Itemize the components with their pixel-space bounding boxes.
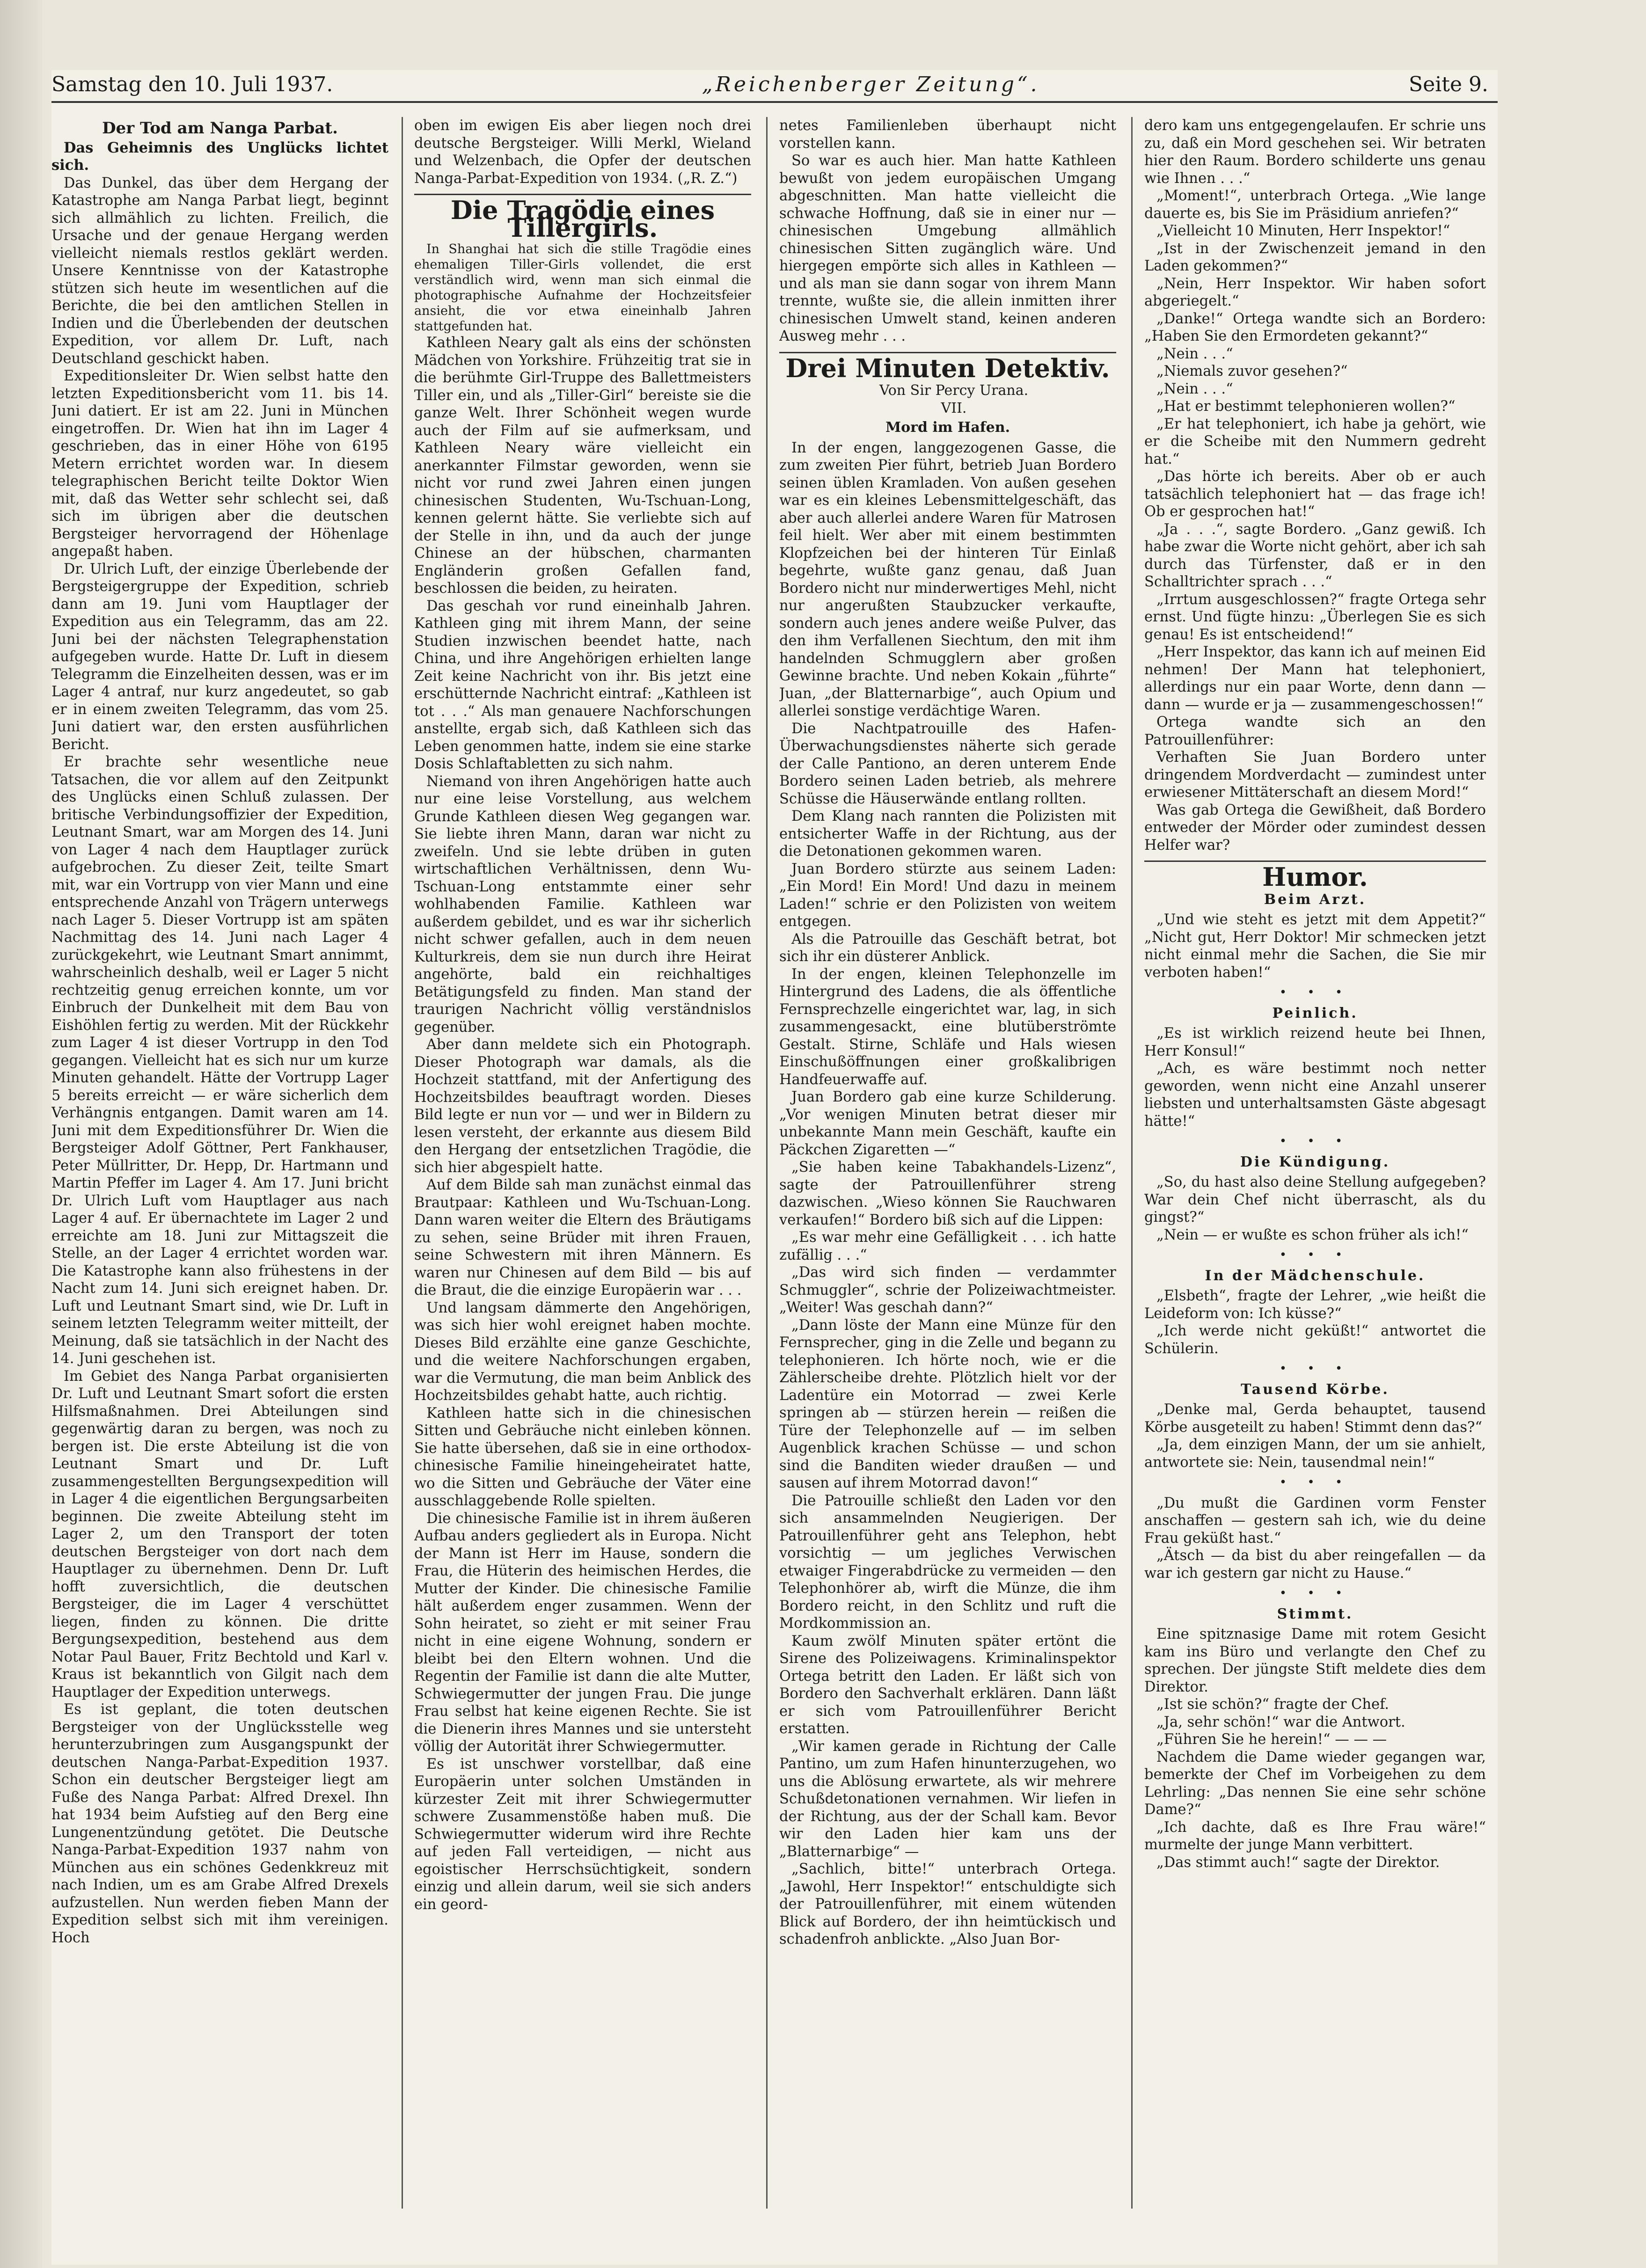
- header-page-number: Seite 9.: [1409, 73, 1488, 96]
- joke-heading: Tausend Körbe.: [1241, 1381, 1390, 1398]
- paragraph: „Das wird sich finden — verdammter Schmuggler“, schrie der Polizeiwachtmeister. „Weiter! Was geschah dann?“: [779, 1264, 1116, 1316]
- paragraph: So war es auch hier. Man hatte Kathleen bewußt von jedem europäischen Umgang abgeschnitten. Man hatte vielleicht die schwache Hoffnung, daß sie in einer nur — chinesischen Umgebung allmählich chinesischen Sitten zugänglich wäre. Und hiergegen empörte sich alles in Kathleen — und als man sie dann sogar von ihrem Mann trennte, wußte sie, die allein inmitten ihrer chinesischen Umwelt stand, keinen anderen Ausweg mehr . . .: [779, 153, 1116, 344]
- paragraph: netes Familienleben überhaupt nicht vorstellen kann.: [779, 117, 1116, 152]
- paragraph: „Ich werde nicht geküßt!“ antwortet die Schülerin.: [1144, 1323, 1486, 1357]
- separator-stars: • • •: [1279, 1248, 1351, 1262]
- paragraph: Das geschah vor rund eineinhalb Jahren. Kathleen ging mit ihrem Mann, der seine Studien inzwischen beendet hatte, nach China, und ihre Angehörigen erhielten lange Zeit keine Nachricht von ihr. Bis jetzt eine erschütternde Nachricht eintraf: „Kathleen ist tot . . .“ Als man genauere Nachforschungen anstellte, ergab sich, daß Kathleen sich das Leben genommen hatte, indem sie eine starke Dosis Schlaftabletten zu sich nahm.: [414, 598, 751, 772]
- paragraph: Im Gebiet des Nanga Parbat organisierten Dr. Luft und Leutnant Smart sofort die ersten Hilfsmaßnahmen. Drei Abteilungen sind gegenwärtig daran zu bergen, was noch zu bergen ist. Die erste Abteilung ist die von Leutnant Smart und Dr. Luft zusammengestellten Bergungsexpedition will in Lager 4 die eigentlichen Bergungsarbeiten beginnen. Die zweite Abteilung steht im Lager 2, um den Transport der toten deutschen Bergsteiger von dort nach dem Hauptlager zu übernehmen. Denn Dr. Luft hofft zuversichtlich, die deutschen Bergsteiger, die im Lager 4 verschüttet liegen, finden zu können. Die dritte Bergungsexpedition, bestehend aus dem Notar Paul Bauer, Fritz Bechtold und Karl v. Kraus ist bekanntlich von Gilgit nach dem Hauptlager der Expedition unterwegs.: [51, 1368, 388, 1700]
- paragraph: „Ist sie schön?“ fragte der Chef.: [1156, 1696, 1389, 1713]
- paragraph: Kathleen hatte sich in die chinesischen Sitten und Gebräuche nicht einleben können. Sie hatte übersehen, daß sie in eine orthodox-chinesische Familie hineingeheiratet hatte, wo die Sitten und Gebräuche der Väter eine ausschlaggebende Rolle spielten.: [414, 1405, 751, 1509]
- article-title-tillergirl: Die Tragödie eines Tillergirls.: [450, 195, 715, 243]
- paragraph: „Herr Inspektor, das kann ich auf meinen Eid nehmen! Der Mann hat telephoniert, allerdings nur ein paar Worte, denn dann — dann — wurde er ja — zusammengeschossen!“: [1144, 644, 1486, 713]
- paragraph: In der engen, langgezogenen Gasse, die zum zweiten Pier führt, betrieb Juan Bordero seinen üblen Kramladen. Von außen gesehen war es ein kleines Lebensmittelgeschäft, das aber auch allerlei andere Waren für Matrosen feil hielt. Wer aber mit einem bestimmten Klopfzeichen bei der hinteren Tür Einlaß begehrte, wußte ganz genau, daß Juan Bordero nicht nur minderwertiges Mehl, nicht nur angerußten Staubzucker verkaufte, sondern auch jenes andere weiße Pulver, das den ihm Verfallenen Siechtum, den mit ihm handelnden Schmugglern aber großen Gewinne brachte. Und neben Kokain „führte“ Juan, „der Blatternarbige“, auch Opium und allerlei sonstige verdächtige Waren.: [779, 439, 1116, 719]
- paragraph: „Nein . . .“: [1156, 380, 1233, 397]
- paragraph: Eine spitznasige Dame mit rotem Gesicht kam ins Büro und verlangte den Chef zu sprechen. Der jüngste Stift meldete dies dem Direktor.: [1144, 1626, 1486, 1695]
- column-rule: [1131, 117, 1133, 2209]
- paragraph: „Vielleicht 10 Minuten, Herr Inspektor!“: [1156, 223, 1450, 239]
- paragraph: „Moment!“, unterbrach Ortega. „Wie lange dauerte es, bis Sie im Präsidium anriefen?“: [1144, 188, 1486, 222]
- paragraph: „Ich dachte, daß es Ihre Frau wäre!“ murmelte der junge Mann verbittert.: [1144, 1819, 1486, 1853]
- paragraph: Verhaften Sie Juan Bordero unter dringendem Mordverdacht — zumindest unter erwiesener Mittäterschaft an diesem Mord!“: [1144, 749, 1486, 801]
- paragraph: Und langsam dämmerte den Angehörigen, was sich hier wohl ereignet haben mochte. Dieses Bild erzählte eine ganze Geschichte, und die weitere Nachforschungen ergaben, war die Vermutung, die man beim Anblick des Hochzeitsbildes gehabt hatte, auch richtig.: [414, 1299, 751, 1404]
- header-date: Samstag den 10. Juli 1937.: [51, 73, 333, 96]
- paragraph: Er brachte sehr wesentliche neue Tatsachen, die vor allem auf den Zeitpunkt des Unglücks einen Schluß zulassen. Der britische Verbindungsoffizier der Expedition, Leutnant Smart, war am Morgen des 14. Juni von Lager 4 nach dem Hauptlager zurück aufgebrochen. Zu dieser Zeit, teilte Smart mit, war ein Vortrupp von vier Mann und eine entsprechende Anzahl von Trägern unterwegs nach Lager 5. Dieser Vortrupp ist am späten Nachmittag des 14. Juni nach Lager 4 zurückgekehrt, wie Leutnant Smart annimmt, wahrscheinlich deshalb, weil er Lager 5 nicht rechtzeitig genug erreichen konnte, um vor Einbruch der Dunkelheit mit dem Bau von Eishöhlen fertig zu werden. Mit der Rückkehr zum Lager 4 ist dieser Vortrupp in den Tod gegangen. Vielleicht hat es sich nur um kurze Minuten gehandelt. Hätte der Vortrupp Lager 5 bereits erreicht — er wäre sicherlich dem Verhängnis entgangen. Damit waren am 14. Juni mit dem Expeditionsführer Dr. Wien die Bergsteiger Adolf Göttner, Pert Fankhauser, Peter Müllritter, Dr. Hepp, Dr. Hartmann und Martin Pfeffer im Lager 4. Am 17. Juni bricht Dr. Ulrich Luft vom Hauptlager aus nach Lager 4 auf. Er übernachtete im Lager 2 und erreichte am 18. Juni zur Mittagszeit die Stelle, an der Lager 4 errichtet worden war. Die Katastrophe kann also frühestens in der Nacht zum 14. Juni sich ereignet haben. Dr. Luft und Leutnant Smart sind, wie Dr. Luft in seinem letzten Telegramm weiter mitteilt, der Meinung, daß sie tatsächlich in der Nacht des 14. Juni geschehen ist.: [51, 754, 388, 1367]
- paragraph: „Er hat telephoniert, ich habe ja gehört, wie er die Scheibe mit den Nummern gedreht hat.“: [1144, 416, 1486, 467]
- column-3: [779, 117, 1116, 2209]
- paragraph: Juan Bordero stürzte aus seinem Laden: „Ein Mord! Ein Mord! Und dazu in meinem Laden!“ schrie er den Polizisten von weitem entgegen.: [779, 861, 1116, 930]
- article-subtitle: Das Geheimnis des Unglücks lichtet sich.: [51, 139, 388, 174]
- paragraph: „Ja, dem einzigen Mann, der um sie anhielt, antwortete sie: Nein, tausendmal nein!“: [1144, 1437, 1486, 1471]
- article-title-nanga-parbat: Der Tod am Nanga Parbat.: [102, 119, 338, 138]
- page-binding-edge: [0, 0, 42, 2268]
- paragraph: Es ist unschwer vorstellbar, daß eine Europäerin unter solchen Umständen in kürzester Zeit mit ihrer Schwiegermutter schwere Zusammenstöße haben muß. Die Schwiegermutter widerum wird ihre Rechte auf jeden Fall verteidigen, — nicht aus egoistischer Herrschsüchtigkeit, sondern einzig und allein darum, weil sie sich anders ein geord-: [414, 1756, 751, 1913]
- paragraph: Dem Klang nach rannten die Polizisten mit entsicherter Waffe in der Richtung, aus der die Detonationen gekommen waren.: [779, 808, 1116, 860]
- column-1: [51, 117, 388, 2209]
- column-4: [1144, 117, 1486, 2209]
- article-byline: Von Sir Percy Urana.: [879, 382, 1029, 399]
- paragraph: Expeditionsleiter Dr. Wien selbst hatte den letzten Expeditionsbericht vom 11. bis 14. Juni datiert. Er ist am 22. Juni in München eingetroffen. Dr. Wien hat ihn im Lager 4 geschrieben, das in einer Höhe von 6195 Metern errichtet worden war. In diesem telegraphischen Bericht teilte Doktor Wien mit, daß das Wetter sehr schlecht sei, daß sich im übrigen aber die deutschen Bergsteiger hervorragend der Höhenlage angepaßt haben.: [51, 368, 388, 560]
- paragraph: „Elsbeth“, fragte der Lehrer, „wie heißt die Leideform von: Ich küsse?“: [1144, 1288, 1486, 1322]
- paragraph: „Niemals zuvor gesehen?“: [1156, 363, 1348, 379]
- newspaper-page: [51, 70, 1498, 2265]
- paragraph: Die Nachtpatrouille des Hafen-Überwachungsdienstes näherte sich gerade der Calle Pantiono, an deren unterem Ende Bordero seinen Laden betrieb, als mehrere Schüsse die Häuserwände entlang rollten.: [779, 720, 1116, 807]
- paragraph: „Hat er bestimmt telephonieren wollen?“: [1156, 398, 1456, 415]
- paragraph: Dr. Ulrich Luft, der einzige Überlebende der Bergsteigergruppe der Expedition, schrieb dann am 19. Juni vom Hauptlager der Expedition aus ein Telegramm, das am 22. Juni bei der nächsten Telegraphenstation aufgegeben wurde. Hatte Dr. Luft in diesem Telegramm die Einzelheiten dessen, was er im Lager 4 antraf, nur kurz angedeutet, so gab er in einem zweiten Telegramm, das vom 25. Juni datiert war, den ersten ausführlichen Bericht.: [51, 561, 388, 753]
- paragraph: „Das hörte ich bereits. Aber ob er auch tatsächlich telephoniert hat — das frage ich! Ob er gesprochen hat!“: [1144, 468, 1486, 520]
- page-header: [51, 70, 1498, 103]
- paragraph: „Und wie steht es jetzt mit dem Appetit?“ „Nicht gut, Herr Doktor! Mir schmecken jetzt nicht einmal mehr die Sachen, die Sie mir verboten haben!“: [1144, 912, 1486, 981]
- article-subtitle: Mord im Hafen.: [885, 419, 1010, 436]
- joke-heading: Beim Arzt.: [1264, 891, 1367, 908]
- article-numeral: VII.: [941, 400, 967, 416]
- paragraph: Als die Patrouille das Geschäft betrat, bot sich ihr ein düsterer Anblick.: [779, 931, 1116, 965]
- joke-heading: Die Kündigung.: [1240, 1153, 1390, 1170]
- paragraph: „Sie haben keine Tabakhandels-Lizenz“, sagte der Patrouillenführer streng dazwischen. „Wieso können Sie Rauchwaren verkaufen!“ Bordero biß sich auf die Lippen:: [779, 1159, 1116, 1228]
- paragraph: „Führen Sie he herein!“ — — —: [1156, 1731, 1387, 1748]
- paragraph: „Das stimmt auch!“ sagte der Direktor.: [1156, 1854, 1440, 1871]
- paragraph: Die chinesische Familie ist in ihrem äußeren Aufbau anders gegliedert als in Europa. Nicht der Mann ist Herr im Hause, sondern die Frau, die Hüterin des heimischen Herdes, die Mutter der Kinder. Die chinesische Familie hält außerdem enger zusammen. Wenn der Sohn heiratet, so zieht er mit seiner Frau nicht in eine eigene Wohnung, sondern er bleibt bei den Eltern wohnen. Und die Regentin der Familie ist dann die alte Mutter, Schwiegermutter der jungen Frau. Die junge Frau selbst hat keine eigenen Rechte. Sie ist die Dienerin ihres Mannes und sie untersteht völlig der Autorität ihrer Schwiegermutter.: [414, 1510, 751, 1755]
- paragraph: Niemand von ihren Angehörigen hatte auch nur eine leise Vorstellung, aus welchem Grunde Kathleen diesen Weg gegangen war. Sie liebte ihren Mann, daran war nicht zu zweifeln. Und sie lebte drüben in guten wirtschaftlichen Verhältnissen, denn Wu-Tschuan-Long entstammte einer sehr wohlhabenden Familie. Kathleen war außerdem gebildet, und es war ihr sicherlich nicht schwer gefallen, auch in dem neuen Kulturkreis, dem sie nun durch ihre Heirat angehörte, bald ein reichhaltiges Betätigungsfeld zu finden. Man stand der traurigen Nachricht völlig verständnislos gegenüber.: [414, 773, 751, 1036]
- paragraph: „Ach, es wäre bestimmt noch netter geworden, wenn nicht eine Anzahl unserer liebsten und unterhaltsamsten Gäste abgesagt hätte!“: [1144, 1060, 1486, 1130]
- paragraph: Ortega wandte sich an den Patrouillenführer:: [1144, 714, 1486, 748]
- paragraph: „Ist in der Zwischenzeit jemand in den Laden gekommen?“: [1144, 240, 1486, 274]
- paragraph: „Nein — er wußte es schon früher als ich!“: [1156, 1226, 1469, 1243]
- joke-heading: Stimmt.: [1277, 1605, 1353, 1622]
- paragraph: Die Patrouille schließt den Laden vor den sich ansammelnden Neugierigen. Der Patrouillenführer geht ans Telephon, hebt vorsichtig — um jegliches Verwischen etwaiger Fingerabdrücke zu vermeiden — den Telephonhörer ab, wirft die Münze, die ihm Bordero reicht, in den Schlitz und ruft die Mordkommission an.: [779, 1492, 1116, 1632]
- paragraph: Es ist geplant, die toten deutschen Bergsteiger von der Unglücksstelle weg herunterzubringen zum Ausgangspunkt der deutschen Nanga-Parbat-Expedition 1937. Schon ein deutscher Bergsteiger liegt am Fuße des Nanga Parbat: Alfred Drexel. Ihn hat 1934 beim Aufstieg auf den Berg eine Lungenentzündung getötet. Die Deutsche Nanga-Parbat-Expedition 1937 nahm von München aus ein schönes Gedenkkreuz mit nach Indien, um es am Grabe Alfred Drexels aufzustellen. Nun werden fieben Mann der Expedition selbst sich mit ihm vereinigen. Hoch: [51, 1701, 388, 1946]
- paragraph: „So, du hast also deine Stellung aufgegeben? War dein Chef nicht überrascht, als du gingst?“: [1144, 1174, 1486, 1225]
- paragraph: In der engen, kleinen Telephonzelle im Hintergrund des Ladens, die als öffentliche Fernsprechzelle eingerichtet war, lag, in sich zusammengesackt, eine blutüberströmte Gestalt. Stirne, Schläfe und Hals wiesen Einschußöffnungen einer großkalibrigen Handfeuerwaffe auf.: [779, 966, 1116, 1088]
- separator-stars: • • •: [1279, 985, 1351, 999]
- paragraph: Kathleen Neary galt als eins der schönsten Mädchen von Yorkshire. Frühzeitig trat sie in die berühmte Girl-Truppe des Ballettmeisters Tiller ein, und als „Tiller-Girl“ bereiste sie die ganze Welt. Ihrer Schönheit wegen wurde auch der Film auf sie aufmerksam, und Kathleen Neary wäre vielleicht ein anerkannter Filmstar geworden, wenn sie nicht vor rund zwei Jahren einen jungen chinesischen Studenten, Wu-Tschuan-Long, kennen gelernt hätte. Sie verliebte sich auf der Stelle in ihn, und da auch der junge Chinese an der hübschen, charmanten Engländerin großen Gefallen fand, beschlossen die beiden, zu heiraten.: [414, 335, 751, 597]
- column-rule: [766, 117, 768, 2209]
- column-rule: [402, 117, 403, 2209]
- paragraph: „Irrtum ausgeschlossen?“ fragte Ortega sehr ernst. Und fügte hinzu: „Überlegen Sie es sich genau! Es ist entscheidend!“: [1144, 591, 1486, 643]
- joke-heading: In der Mädchenschule.: [1205, 1267, 1426, 1284]
- paragraph: „Ja, sehr schön!“ war die Antwort.: [1156, 1714, 1405, 1730]
- paragraph: oben im ewigen Eis aber liegen noch drei deutsche Bergsteiger. Willi Merkl, Wieland und Welzenbach, die Opfer der deutschen Nanga-Parbat-Expedition von 1934. („R. Z.“): [414, 117, 751, 187]
- paragraph: „Denke mal, Gerda behauptet, tausend Körbe ausgeteilt zu haben! Stimmt denn das?“: [1144, 1401, 1486, 1436]
- paragraph: „Ja . . .“, sagte Bordero. „Ganz gewiß. Ich habe zwar die Worte nicht gehört, aber ich sah durch das Türfenster, daß er in den Schalltrichter sprach . . .“: [1144, 521, 1486, 590]
- paragraph: „Dann löste der Mann eine Münze für den Fernsprecher, ging in die Zelle und begann zu telephonieren. Ich hörte noch, wie er die Zählerscheibe drehte. Plötzlich hielt vor der Ladentüre ein Motorrad — zwei Kerle springen ab — stürzen herein — reißen die Türe der Telephonzelle auf — im selben Augenblick krachen Schüsse — und schon sind die Banditen wieder draußen — und sausen auf ihrem Motorrad davon!“: [779, 1317, 1116, 1491]
- paragraph: Kaum zwölf Minuten später ertönt die Sirene des Polizeiwagens. Kriminalinspektor Ortega betritt den Laden. Er läßt sich von Bordero den Sachverhalt erklären. Dann läßt er sich vom Patrouillenführer Bericht erstatten.: [779, 1633, 1116, 1737]
- paragraph: Was gab Ortega die Gewißheit, daß Bordero entweder der Mörder oder zumindest dessen Helfer war?: [1144, 802, 1486, 853]
- joke-heading: Peinlich.: [1272, 1005, 1358, 1021]
- paragraph: „Danke!“ Ortega wandte sich an Bordero: „Haben Sie den Ermordeten gekannt?“: [1144, 310, 1486, 344]
- paragraph: „Sachlich, bitte!“ unterbrach Ortega. „Jawohl, Herr Inspektor!“ entschuldigte sich der Patrouillenführer, mit einem wütenden Blick auf Bordero, der ihn heimtückisch und schadenfroh anblickte. „Also Juan Bor-: [779, 1861, 1116, 1947]
- separator-stars: • • •: [1279, 1475, 1351, 1489]
- paragraph: Juan Bordero gab eine kurze Schilderung. „Vor wenigen Minuten betrat dieser mir unbekannte Mann mein Geschäft, kaufte ein Päckchen Zigaretten —“: [779, 1089, 1116, 1158]
- paragraph: Nachdem die Dame wieder gegangen war, bemerkte der Chef im Vorbeigehen zu dem Lehrling: „Das nennen Sie eine sehr schöne Dame?“: [1144, 1749, 1486, 1818]
- paragraph: Das Dunkel, das über dem Hergang der Katastrophe am Nanga Parbat liegt, beginnt sich allmählich zu lichten. Freilich, die Ursache und der genaue Hergang werden vielleicht niemals restlos geklärt werden. Unsere Kenntnisse von der Katastrophe stützen sich heute im wesentlichen auf die Berichte, die bei den amtlichen Stellen in Indien und die Überlebenden der deutschen Expedition, vor allem Dr. Luft, nach Deutschland geschickt haben.: [51, 175, 388, 367]
- paragraph: Auf dem Bilde sah man zunächst einmal das Brautpaar: Kathleen und Wu-Tschuan-Long. Dann waren weiter die Eltern des Bräutigams zu sehen, seine Brüder mit ihren Frauen, seine Schwestern mit ihren Männern. Es waren nur Chinesen auf dem Bild — bis auf die Braut, die die einzige Europäerin war . . .: [414, 1177, 751, 1298]
- separator-stars: • • •: [1279, 1134, 1351, 1148]
- separator-stars: • • •: [1279, 1586, 1351, 1600]
- paragraph: „Du mußt die Gardinen vorm Fenster anschaffen — gestern sah ich, wie du deine Frau geküßt hast.“: [1144, 1495, 1486, 1546]
- section-title-humor: Humor.: [1262, 862, 1368, 892]
- paragraph: „Wir kamen gerade in Richtung der Calle Pantino, um zum Hafen hinunterzugehen, wo uns die Ablösung erwartete, als wir mehrere Schußdetonationen vernahmen. Wir liefen in der Richtung, aus der der Schall kam. Bevor wir den Laden hier kam uns der „Blatternarbige“ —: [779, 1738, 1116, 1860]
- column-2: [414, 117, 751, 2209]
- paragraph: „Nein, Herr Inspektor. Wir haben sofort abgeriegelt.“: [1144, 275, 1486, 309]
- article-title-detektiv: Drei Minuten Detektiv.: [785, 353, 1110, 383]
- article-intro: In Shanghai hat sich die stille Tragödie eines ehemaligen Tiller-Girls vollendet, die erst verständlich wird, wenn man sich einmal die photographische Aufnahme der Hochzeitsfeier ansieht, die vor etwa eineinhalb Jahren stattgefunden hat.: [414, 242, 751, 334]
- paragraph: dero kam uns entgegengelaufen. Er schrie uns zu, daß ein Mord geschehen sei. Wir betraten hier den Raum. Bordero schilderte uns genau wie Ihnen . . .“: [1144, 117, 1486, 187]
- paragraph: Aber dann meldete sich ein Photograph. Dieser Photograph war damals, als die Hochzeit stattfand, mit der Anfertigung des Hochzeitsbildes beauftragt worden. Dieses Bild legte er nun vor — und wer in Bildern zu lesen versteht, der erkannte aus diesem Bild den Hergang der entsetzlichen Tragödie, die sich hier abgespielt hatte.: [414, 1036, 751, 1176]
- paragraph: „Ätsch — da bist du aber reingefallen — da war ich gestern gar nicht zu Hause.“: [1144, 1547, 1486, 1582]
- paragraph: „Es ist wirklich reizend heute bei Ihnen, Herr Konsul!“: [1144, 1025, 1486, 1059]
- separator-stars: • • •: [1279, 1362, 1351, 1376]
- paragraph: „Es war mehr eine Gefälligkeit . . . ich hatte zufällig . . .“: [779, 1229, 1116, 1263]
- header-masthead: „Reichenberger Zeitung“.: [702, 73, 1040, 96]
- paragraph: „Nein . . .“: [1156, 345, 1233, 362]
